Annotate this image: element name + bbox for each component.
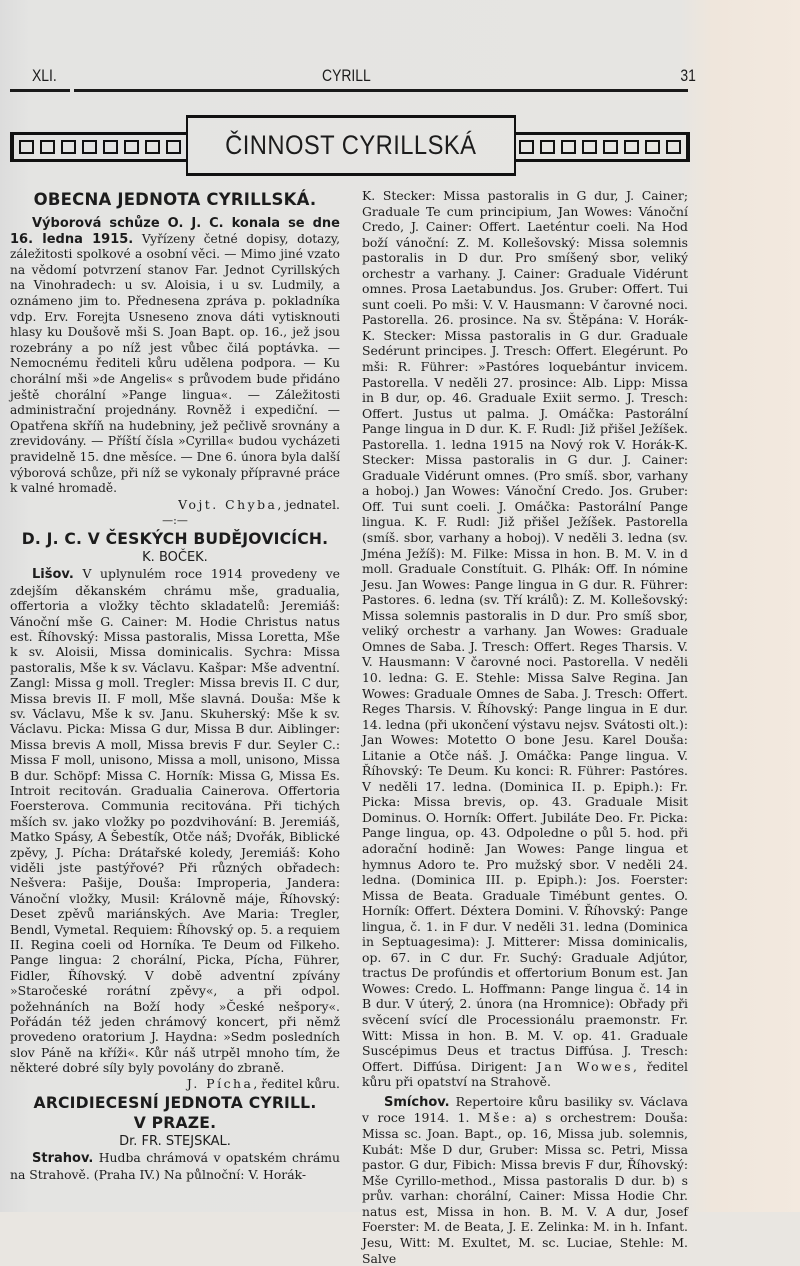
signature-picha bbox=[10, 1076, 340, 1092]
ornament-square bbox=[19, 140, 34, 154]
ornament-square bbox=[61, 140, 76, 154]
signature-name: J. Pícha bbox=[186, 1075, 254, 1091]
paragraph-body: V uplynulém roce 1914 provedeny ve zdejším děkanském chrámu mše, gradualia, offertoria a vložky těchto skladatelů: Jeremiáš: Vánoční mše G. Cainer: M. Hodie Christus natus est. Říhovský: Missa pastoralis, Missa Loretta, Mše k sv. Aloisii, Missa dominicalis. Sychra: Missa pastoralis, Mše k sv. Václavu. Kašpar: Mše adventní. Zangl: Missa g moll. Tregler: Missa brevis II. C dur, Missa brevis II. F moll, Mše slavná. Douša: Mše k sv. Václavu, Mše k sv. Janu. Skuherský: Mše k sv. Václavu. Picka: Missa G dur, Missa B dur. Aiblinger: Missa brevis A moll, Missa brevis F dur. Seyler C.: Missa F moll, unisono, Missa a moll, unisono, Missa B dur. Schöpf: Missa C. Horník: Missa G, Missa Es. Introit recitován. Gradualia Cainerova. Offertoria Foersterova. Communia recitována. Při tichých mších sv. jako vložky po pozdvihování: B. Jeremiáš, Matko Spásy, A Šebestík, Otče náš; Dvořák, Biblické zpěvy, J. Pícha: Drátařské koledy, Jeremiáš: Koho viděli jste pastýřové? Při různých obřadech: Nešvera: Pašije, Douša: Improperia, Jandera: Vánoční vložky, Musil: Královně máje, Říhovský: Deset zpěvů mariánských. Ave Maria: Tregler, Bendl, Vymetal. Requiem: Říhovský op. 5. a requiem II. Regina coeli od Horníka. Te Deum od Filkeho. Pange lingua: 2 chorální, Picka, Pícha, Führer, Fidler, Říhovský. V době adventní zpívány »Staročeské rorátní zpěvy«, a při odpol. požehnáních na Boží hody »České nešpory«. Pořádán též jeden chrámový koncert, při němž provedeno oratorium J. Haydna: »Sedm posledních slov Páně na kříži«. Kůr náš utrpěl mnoho tím, že některé dobré síly byly povolány do zbraně. bbox=[10, 566, 340, 1076]
ornament-square bbox=[645, 140, 660, 154]
volume-number: XLI. bbox=[32, 66, 57, 85]
ornament-square bbox=[540, 140, 555, 154]
paragraph-body: K. Stecker: Missa pastoralis in G dur, J. Cainer; Graduale Te cum principium, Jan Wowes: Vánoční Credo, J. Cainer: Offert. Laeténtur coeli. Na Hod boží vánoční: Z. M. Kollešovský: Missa solemnis pastoralis in D dur. Pro smíšený sbor, veliký orchestr a varhany. J. Cainer: Graduale Vidérunt omnes. Prosa Laetabundus. Jos. Gruber: Offert. Tui sunt coeli. Po mši: V. V. Hausmann: V čarovné noci. Pastorella. 26. prosince. Na sv. Štěpána: V. Horák-K. Stecker: Missa pastoralis in G dur. Graduale Sedérunt principes. J. Tresch: Offert. Elegérunt. Po mši: R. Führer: »Pastóres loquebántur invicem. Pastorella. V neděli 27. prosince: Alb. Lipp: Missa in B dur, op. 46. Graduale Exiit sermo. J. Tresch: Offert. Justus ut palma. J. Omáčka: Pastorální Pange lingua in D dur. K. F. Rudl: Již přišel Ježíšek. Pastorella. 1. ledna 1915 na Nový rok V. Horák-K. Stecker: Missa pastoralis in G dur. J. Cainer: Graduale Vidérunt omnes. (Pro smíš. sbor, varhany a hoboj.) Jan Wowes: Vánoční Credo. Jos. Gruber: Off. Tui sunt coeli. J. Omáčka: Pastorální Pange lingua. K. F. Rudl: Již přišel Ježíšek. Pastorella (smíš. sbor, varhany a hoboj). V neděli 3. ledna (sv. Jména Ježíš): M. Filke: Missa in hon. B. M. V. in d moll. Graduale Constítuit. G. Plhák: Off. In nómine Jesu. Jan Wowes: Pange lingua in G dur. R. Führer: Pastores. 6. ledna (sv. Tří králů): Z. M. Kollešovský: Missa solemnis pastoralis in D dur. Pro smíš sbor, veliký orchestr a varhany. Jan Wowes: Graduale Omnes de Saba. J. Tresch: Offert. Reges Tharsis. V. V. Hausmann: V čarovné noci. Pastorella. V neděli 10. ledna: G. E. Stehle: Missa Salve Regina. Jan Wowes: Graduale Omnes de Saba. J. Tresch: Offert. Reges Tharsis. V. Říhovský: Pange lingua in E dur. 14. ledna (při ukončení výstavu nejsv. Svátosti olt.): Jan Wowes: Motetto O bone Jesu. Karel Douša: Litanie a Otče náš. J. Omáčka: Pange lingua. V. Říhovský: Te Deum. Ku konci: R. Führer: Pastóres. V neděli 17. ledna. (Dominica II. p. Epiph.): Fr. Picka: Missa brevis, op. 43. Graduale Misit Dominus. O. Horník: Offert. Jubiláte Deo. Fr. Picka: Pange lingua, op. 43. Odpoledne o půl 5. hod. při adorační hodině: Jan Wowes: Pange lingua et hymnus Adoro te. Pro mužský sbor. V neděli 24. ledna. (Dominica III. p. Epiph.): Jos. Foerster: Missa de Beata. Graduale Timébunt gentes. O. Horník: Offert. Déxtera Domini. V. Říhovský: Pange lingua, č. 1. in F dur. V neděli 31. ledna (Dominica in Septuagesima): J. Mitterer: Missa dominicalis, op. 67. in C dur. Fr. Suchý: Graduale Adjútor, tractus De profúndis et offertorium Bonum est. Jan Wowes: Credo. L. Hoffmann: Pange lingua č. 14 in B dur. V úterý, 2. února (na Hromnice): Obřady při svěcení svící dle Processionálu praemonstr. Fr. Witt: Missa in hon. B. M. V. op. 41. Graduale Suscépimus Deus et tractus Diffúsa. J. Tresch: Offert. Diffúsa. Dirigent: bbox=[362, 188, 688, 1074]
conductor-role: , ředitel kůru při opatství na Strahově. bbox=[362, 1058, 688, 1090]
conductor-name: Jan Wowes bbox=[536, 1058, 633, 1074]
ornament-boxes-right bbox=[514, 135, 686, 154]
paragraph-lead: Lišov. bbox=[32, 567, 74, 583]
paragraph-body: Repertoire kůru basiliky sv. Václava v roce 1914. 1. bbox=[362, 1093, 688, 1126]
section-heading-arcidiecesni-line2: V PRAZE. bbox=[133, 1114, 217, 1133]
header-rule-left bbox=[10, 89, 70, 92]
ornament-square bbox=[603, 140, 618, 154]
section-paragraph-lisov bbox=[10, 566, 340, 1075]
running-header bbox=[30, 66, 696, 88]
section-byline-bocek: K. BOČEK. bbox=[142, 550, 208, 566]
section-paragraph-vyborova-schuze bbox=[10, 216, 340, 497]
right-column bbox=[362, 188, 688, 1266]
header-rule-main bbox=[74, 89, 688, 92]
ornament-band-left bbox=[10, 132, 186, 162]
mse-label: Mše bbox=[477, 1110, 512, 1126]
left-column bbox=[10, 188, 340, 1182]
ornament-square bbox=[166, 140, 181, 154]
banner-title: ČINNOST CYRILLSKÁ bbox=[225, 130, 477, 160]
section-byline-stejskal: Dr. FR. STEJSKAL. bbox=[119, 1134, 231, 1150]
paragraph-body: : a) s orchestrem: Douša: Missa sc. Joan. Bapt., op. 16, Missa jub. solemnis, Kubát: Mše D dur, Gruber: Missa sc. Petri, Missa pastor. G dur, Fibich: Missa brevis F dur, Říhovský: Mše Cyrillo-method., Missa pastoralis D dur. b) s prův. varhan: chorální, Cainer: Missa Hodie Chr. natus est, Missa in hon. B. M. V. A dur, Josef Foerster: M. de Beata, J. E. Zelinka: M. in h. Infant. Jesu, Witt: M. Exultet, M. sc. Luciae, Stehle: M. Salve bbox=[362, 1110, 688, 1266]
paragraph-body: Hudba chrámová v opatském chrámu na Strahově. (Praha IV.) Na půlnoční: V. Horák- bbox=[10, 1150, 340, 1182]
ornament-square bbox=[561, 140, 576, 154]
page-number: 31 bbox=[680, 66, 696, 85]
signature-name: Vojt. Chyba bbox=[178, 496, 278, 512]
strahov-continuation bbox=[362, 188, 688, 1090]
signature-role: , ředitel kůru. bbox=[253, 1075, 340, 1091]
section-banner bbox=[10, 112, 690, 174]
ornament-square bbox=[124, 140, 139, 154]
paragraph-body: Vyřízeny četné dopisy, dotazy, záležitosti spolkové a osobní věci. — Mimo jiné vzato na vědomí potvrzení stanov Far. Jednot Cyrillských na Vinohradech: u sv. Aloisia, i u sv. Ludmily, a oznámeno jim to. Přednesena zpráva p. pokladníka vdp. Erv. Forejta Usneseno znova dáti vytisknouti hlasy ku Doušově mši S. Joan Bapt. op. 16., jež jsou rozebrány a po níž jest vůbec čilá poptávka. — Nemocnému řediteli kůru udělena podpora. — Ku chorální mši »de Angelis« s průvodem bude přidáno ještě chorální »Pange lingua«. — Záležitosti administrační projednány. Rovněž i expediční. — Opatřena skříň na hudebniny, jež pečlivě srovnány a zrevidovány. — Příští čísla »Cyrilla« budou vycházeti pravidelně 15. dne měsíce. — Dne 6. února byla další výborová schůze, při níž se vykonaly přípravné práce k valné hromadě. bbox=[10, 231, 340, 496]
signature-chyba bbox=[10, 497, 340, 513]
ornament-square bbox=[145, 140, 160, 154]
signature-role: , jednatel. bbox=[277, 496, 340, 512]
journal-title: CYRILL bbox=[322, 66, 371, 85]
banner-title-frame bbox=[186, 115, 516, 176]
section-heading-obecna-jednota: OBECNA JEDNOTA CYRILLSKÁ. bbox=[33, 190, 317, 209]
section-divider: —:— bbox=[162, 514, 188, 528]
ornament-square bbox=[103, 140, 118, 154]
paragraph-lead: Výborová schůze O. J. C. konala se dne 16. ledna 1915. bbox=[10, 216, 340, 247]
ornament-square bbox=[82, 140, 97, 154]
section-heading-ceske-budejovice: D. J. C. V ČESKÝCH BUDĚJOVICÍCH. bbox=[21, 530, 329, 549]
section-paragraph-smichov bbox=[362, 1094, 688, 1266]
ornament-square bbox=[40, 140, 55, 154]
section-heading-arcidiecesni-line1: ARCIDIECESNÍ JEDNOTA CYRILL. bbox=[33, 1094, 317, 1113]
ornament-square bbox=[582, 140, 597, 154]
ornament-square bbox=[624, 140, 639, 154]
ornament-square bbox=[666, 140, 681, 154]
ornament-square bbox=[519, 140, 534, 154]
ornament-boxes-left bbox=[14, 135, 186, 154]
paragraph-lead: Smíchov. bbox=[384, 1094, 450, 1110]
paragraph-lead: Strahov. bbox=[32, 1151, 94, 1167]
ornament-band-right bbox=[514, 132, 690, 162]
section-paragraph-strahov bbox=[10, 1150, 340, 1182]
